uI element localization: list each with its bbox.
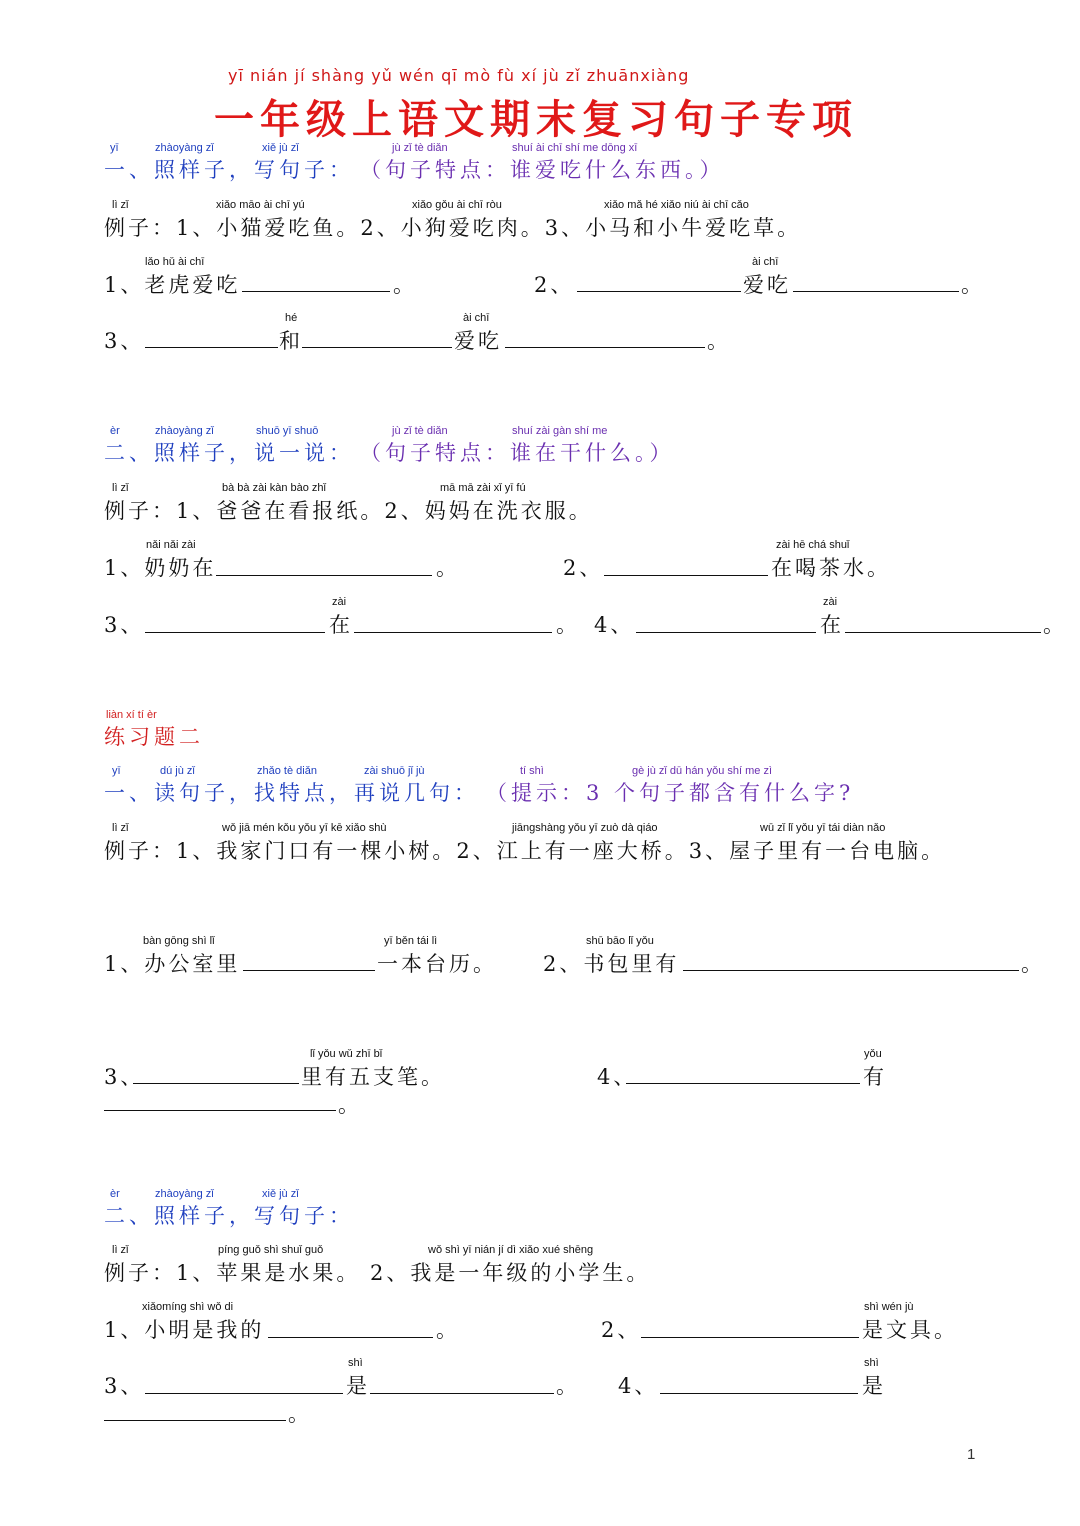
s2-q3-end: 。: [556, 613, 580, 637]
s4-q3-mid: 是: [346, 1374, 370, 1398]
s1-q3-blank-b[interactable]: [302, 347, 452, 348]
s3-q1-label: 1、办公室里: [104, 952, 241, 976]
s2-example-pinyin-c: mā mā zài xǐ yī fú: [440, 482, 526, 494]
s3-q4-pinyin: yǒu: [864, 1048, 882, 1060]
s1-q3-pinyin-b: ài chī: [463, 312, 490, 324]
s4-example-pinyin-b: píng guǒ shì shuǐ guǒ: [218, 1244, 324, 1256]
s3-example-pinyin-c: jiāngshàng yǒu yī zuò dà qiáo: [512, 822, 658, 834]
s3-q4-mid: 有: [863, 1065, 887, 1089]
s2-heading-pinyin-b: zhàoyàng zǐ: [155, 425, 214, 437]
s3-q1-blank[interactable]: [243, 970, 375, 971]
s2-q4-blank-b[interactable]: [845, 632, 1041, 633]
practice2-title: 练习题二: [104, 725, 204, 749]
s2-q2-pinyin: zài hē chá shuǐ: [776, 539, 850, 551]
s3-q1-pinyin-b: yī běn tái lì: [384, 935, 438, 947]
s4-q1-end: 。: [436, 1318, 460, 1342]
s1-q1-blank[interactable]: [242, 291, 390, 292]
s1-example-pinyin-c: xiǎo gǒu ài chī ròu: [412, 199, 502, 211]
s4-q2-label: 2、: [601, 1318, 642, 1342]
s1-example-pinyin-d: xiǎo mǎ hé xiǎo niú ài chī cǎo: [604, 199, 749, 211]
s4-q4-mid: 是: [862, 1374, 886, 1398]
s1-q3-pinyin-a: hé: [285, 312, 298, 324]
s1-q1-label: 1、老虎爱吃: [104, 273, 241, 297]
s2-example: 例子：1、爸爸在看报纸。2、妈妈在洗衣服。: [104, 499, 593, 523]
s2-example-pinyin-b: bà bà zài kàn bào zhǐ: [222, 482, 326, 494]
s4-example-pinyin-c: wǒ shì yī nián jí dì xiǎo xué shēng: [428, 1244, 594, 1256]
s1-heading-pinyin-d: jù zǐ tè diǎn: [392, 142, 448, 154]
s1-q2-mid: 爱吃: [743, 273, 791, 297]
s1-heading-pinyin-b: zhàoyàng zǐ: [155, 142, 214, 154]
page-title: 一年级上语文期末复习句子专项: [214, 96, 858, 143]
s3-q2-end: 。: [1021, 952, 1045, 976]
s3-q1-pinyin-a: bàn gōng shì lǐ: [143, 935, 215, 947]
s4-q4-end: 。: [288, 1402, 312, 1426]
s4-q3-end: 。: [556, 1374, 580, 1398]
s3-example-pinyin-d: wū zǐ lǐ yǒu yī tái diàn nǎo: [760, 822, 886, 834]
s1-heading-hint: （句子特点：谁爱吃什么东西。）: [360, 158, 725, 182]
s4-heading-pinyin-c: xiě jù zǐ: [262, 1188, 299, 1200]
s3-q4-blank-a[interactable]: [626, 1083, 860, 1084]
s4-q3-blank-b[interactable]: [370, 1393, 554, 1394]
s2-q1-label: 1、奶奶在: [104, 556, 217, 580]
s4-example: 例子：1、苹果是水果。 2、我是一年级的小学生。: [104, 1261, 651, 1285]
s2-heading-hint: （句子特点：谁在干什么。）: [360, 441, 675, 465]
s1-q2-blank-b[interactable]: [793, 291, 959, 292]
s1-q3-loves: 爱吃: [454, 329, 502, 353]
s3-example: 例子：1、我家门口有一棵小树。2、江上有一座大桥。3、屋子里有一台电脑。: [104, 839, 946, 863]
s1-example-pinyin-a: lì zǐ: [112, 199, 129, 211]
s2-q1-end: 。: [436, 556, 460, 580]
s4-q4-label: 4、: [618, 1374, 659, 1398]
page-number: 1: [967, 1446, 976, 1463]
s2-q3-blank-b[interactable]: [354, 632, 552, 633]
s3-example-pinyin-a: lì zǐ: [112, 822, 129, 834]
s1-q3-blank-c[interactable]: [505, 347, 705, 348]
s2-heading-pinyin-c: shuō yī shuō: [256, 425, 319, 437]
s2-q4-mid: 在: [820, 613, 844, 637]
s4-q2-rest: 是文具。: [862, 1318, 958, 1342]
s2-heading-pinyin-a: èr: [110, 425, 120, 437]
s2-q3-label: 3、: [104, 613, 145, 637]
s4-q2-blank[interactable]: [641, 1337, 859, 1338]
s3-q2-pinyin: shū bāo lǐ yǒu: [586, 935, 654, 947]
s1-q2-blank-a[interactable]: [577, 291, 741, 292]
s3-q3-pinyin: lǐ yǒu wǔ zhī bǐ: [310, 1048, 383, 1060]
s4-q4-blank-a[interactable]: [660, 1393, 858, 1394]
s1-q3-and: 和: [279, 329, 303, 353]
s1-q3-end: 。: [707, 329, 731, 353]
s3-heading-pinyin-d: zài shuō jǐ jù: [364, 765, 425, 777]
s1-q3-label: 3、: [104, 329, 145, 353]
s2-q1-pinyin: nǎi nǎi zài: [146, 539, 196, 551]
s3-q3-blank[interactable]: [133, 1083, 299, 1084]
s4-q4-pinyin: shì: [864, 1357, 879, 1369]
s1-heading-pinyin-c: xiě jù zǐ: [262, 142, 299, 154]
s4-q4-blank-b[interactable]: [104, 1420, 286, 1421]
s4-example-pinyin-a: lì zǐ: [112, 1244, 129, 1256]
s3-q1-rest: 一本台历。: [377, 952, 497, 976]
s2-q3-pinyin: zài: [332, 596, 347, 608]
s3-heading: 一、读句子，找特点，再说几句：: [104, 781, 479, 805]
s1-q1-pinyin: lǎo hǔ ài chī: [145, 256, 205, 268]
practice2-pinyin: liàn xí tí èr: [106, 709, 157, 721]
s4-q1-blank[interactable]: [268, 1337, 433, 1338]
s3-q4-label: 4、: [597, 1065, 638, 1089]
s2-q4-end: 。: [1043, 613, 1067, 637]
s4-q3-blank-a[interactable]: [145, 1393, 343, 1394]
s1-q2-label: 2、: [534, 273, 575, 297]
s1-q3-blank-a[interactable]: [145, 347, 278, 348]
s3-heading-pinyin-e: tí shì: [520, 765, 544, 777]
s2-heading-pinyin-d: jù zǐ tè diǎn: [392, 425, 448, 437]
s3-heading-pinyin-b: dú jù zǐ: [160, 765, 195, 777]
s3-q4-end: 。: [338, 1093, 362, 1117]
s4-heading-pinyin-b: zhàoyàng zǐ: [155, 1188, 214, 1200]
s1-heading-pinyin-a: yī: [110, 142, 119, 154]
s1-q2-pinyin: ài chī: [752, 256, 779, 268]
s2-q3-blank-a[interactable]: [145, 632, 325, 633]
s4-q3-label: 3、: [104, 1374, 145, 1398]
s3-heading-pinyin-f: gè jù zǐ dū hán yǒu shí me zì: [632, 765, 773, 777]
s4-heading-pinyin-a: èr: [110, 1188, 120, 1200]
s1-q2-end: 。: [961, 273, 985, 297]
s2-q2-rest: 在喝茶水。: [771, 556, 891, 580]
s2-q4-label: 4、: [594, 613, 635, 637]
s2-q4-blank-a[interactable]: [636, 632, 816, 633]
s4-q3-pinyin: shì: [348, 1357, 363, 1369]
s3-q2-label: 2、书包里有: [543, 952, 680, 976]
s4-heading: 二、照样子，写句子：: [104, 1204, 354, 1228]
s2-q3-mid: 在: [329, 613, 353, 637]
s3-heading-pinyin-a: yī: [112, 765, 121, 777]
s3-q2-blank[interactable]: [683, 970, 1019, 971]
s2-heading: 二、照样子，说一说：: [104, 441, 354, 465]
title-pinyin: yī nián jí shàng yǔ wén qī mò fù xí jù zǐ zhuānxiàng: [228, 66, 690, 85]
s2-q4-pinyin: zài: [823, 596, 838, 608]
s1-heading-pinyin-e: shuí ài chī shí me dōng xī: [512, 142, 638, 154]
s3-heading-hint: （提示：3 个句子都含有什么字?: [486, 781, 855, 805]
s2-q1-blank[interactable]: [216, 575, 432, 576]
s3-example-pinyin-b: wǒ jiā mén kǒu yǒu yī kē xiǎo shù: [222, 822, 387, 834]
s2-q2-label: 2、: [563, 556, 604, 580]
s3-q3-label: 3、: [104, 1065, 145, 1089]
s4-q1-pinyin: xiǎomíng shì wǒ di: [142, 1301, 234, 1313]
s4-q2-pinyin: shì wén jù: [864, 1301, 914, 1313]
s2-q2-blank[interactable]: [604, 575, 768, 576]
s4-q1-label: 1、小明是我的: [104, 1318, 265, 1342]
s2-example-pinyin-a: lì zǐ: [112, 482, 129, 494]
s3-q4-blank-b[interactable]: [104, 1110, 336, 1111]
s3-q3-rest: 里有五支笔。: [301, 1065, 445, 1089]
s1-example-pinyin-b: xiǎo māo ài chī yú: [216, 199, 305, 211]
s2-heading-pinyin-e: shuí zài gàn shí me: [512, 425, 608, 437]
s3-heading-pinyin-c: zhǎo tè diǎn: [257, 765, 317, 777]
s1-heading: 一、照样子，写句子：: [104, 158, 354, 182]
s1-example: 例子：1、小猫爱吃鱼。2、小狗爱吃肉。3、小马和小牛爱吃草。: [104, 216, 802, 240]
s1-q1-end: 。: [393, 273, 417, 297]
